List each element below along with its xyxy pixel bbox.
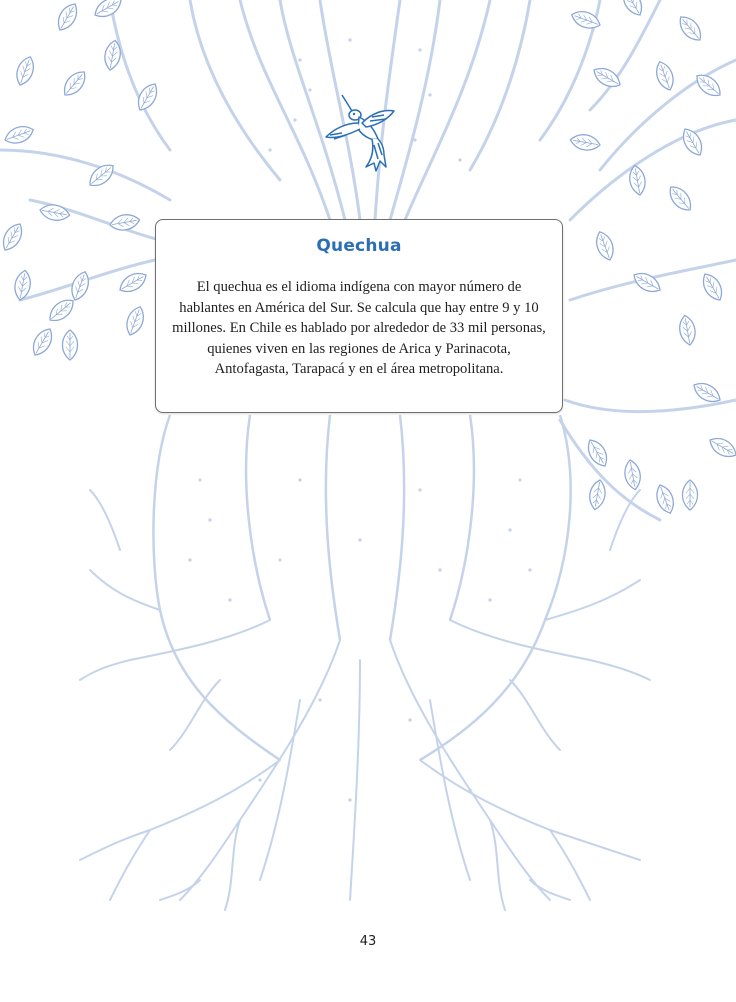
card-title: Quechua (316, 236, 402, 256)
info-card (155, 219, 563, 413)
page-number: 43 (359, 934, 377, 949)
card-body: El quechua es el idioma indígena con mayor número de hablantes en América del Sur. Se calcula que hay entre 9 y 10 millones. En Chile es hablado por alrededor de 33 mil personas, quienes viven en las regiones de Arica y Parinacota, Antofagasta, Tarapacá y en el área metropolitana. (172, 279, 546, 377)
hummingbird-icon (322, 93, 396, 173)
